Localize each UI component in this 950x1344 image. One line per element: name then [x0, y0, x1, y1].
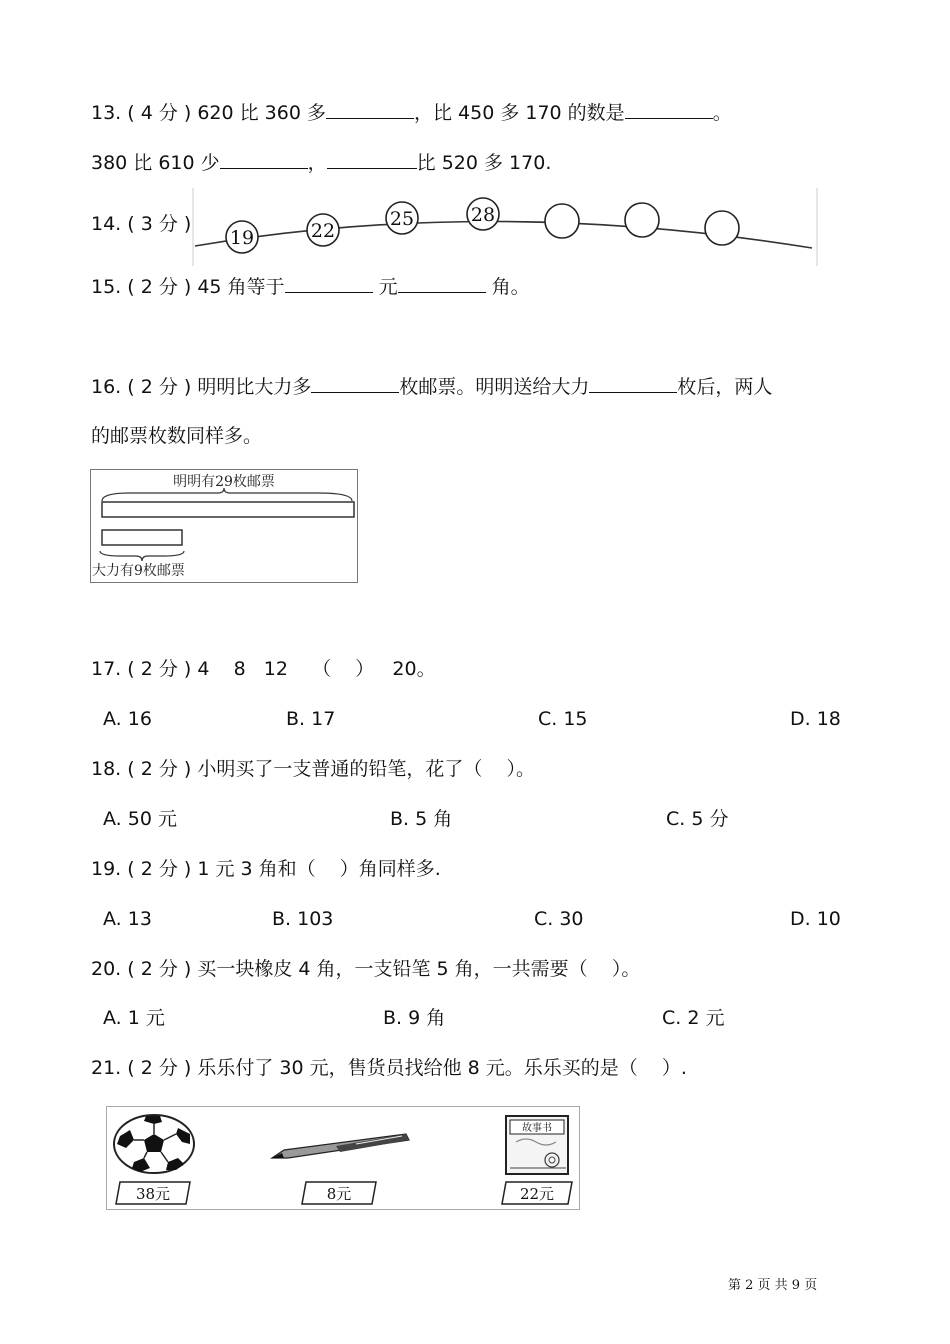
q13-mid: ，比 450 多 170 的数是 [413, 102, 625, 124]
q20-stem: 20. ( 2 分 ) 买一块橡皮 4 角，一支铅笔 5 角，一共需要（ ）。 [91, 958, 641, 980]
q16-end: 枚后，两人 [677, 376, 773, 398]
q19-option-a[interactable]: A. 13 [103, 908, 152, 930]
q21-stem: 21. ( 2 分 ) 乐乐付了 30 元，售货员找给他 8 元。乐乐买的是（ ）. [91, 1057, 687, 1079]
page-footer: 第 2 页 共 9 页 [728, 1278, 818, 1293]
soccer-ball-icon [114, 1115, 194, 1173]
q16-blank-1[interactable] [311, 374, 399, 393]
q15-blank-1[interactable] [285, 274, 373, 293]
products-figure [106, 1106, 580, 1210]
price-tag-ball [116, 1182, 190, 1204]
ball-price: 38元 [135, 1185, 171, 1203]
q13-line2-a: 380 比 610 少 [91, 152, 220, 174]
q15-end: 角。 [485, 276, 530, 298]
q20-option-b[interactable]: B. 9 角 [383, 1007, 446, 1029]
mingming-bar [102, 502, 354, 517]
sequence-number-label: 22 [310, 220, 336, 242]
q17-stem: 17. ( 2 分 ) 4 8 12 （ ） 20。 [91, 658, 436, 680]
q18-option-a[interactable]: A. 50 元 [103, 808, 177, 830]
sequence-number-circle [467, 198, 499, 230]
storybook-icon [506, 1116, 568, 1174]
q16-prefix: 16. ( 2 分 ) 明明比大力多 [91, 376, 312, 398]
question-14 [91, 212, 191, 236]
q18-stem: 18. ( 2 分 ) 小明买了一支普通的铅笔，花了（ ）。 [91, 758, 535, 780]
mingming-label: 明明有29枚邮票 [173, 474, 275, 490]
dali-bar [102, 530, 182, 545]
q16-blank-2[interactable] [589, 374, 677, 393]
sequence-blank-circle[interactable] [625, 203, 659, 237]
q16-mid: 枚邮票。明明送给大力 [399, 376, 590, 398]
question-19 [91, 857, 441, 881]
q14-prefix: 14. ( 3 分 ) [91, 213, 192, 235]
storybook-title: 故事书 [522, 1123, 552, 1134]
stamp-bar-diagram [90, 469, 358, 583]
q17-option-c[interactable]: C. 15 [538, 708, 588, 730]
q13-blank-1[interactable] [326, 100, 414, 119]
sequence-number-label: 28 [470, 204, 496, 226]
q13-blank-3[interactable] [220, 150, 308, 169]
question-13-line2 [91, 150, 551, 175]
q19-option-b[interactable]: B. 103 [272, 908, 334, 930]
q15-prefix: 15. ( 2 分 ) 45 角等于 [91, 276, 285, 298]
q17-option-d[interactable]: D. 18 [790, 708, 841, 730]
book-price: 22元 [519, 1185, 555, 1203]
q20-option-a[interactable]: A. 1 元 [103, 1007, 165, 1029]
sequence-blank-circle[interactable] [545, 204, 579, 238]
q13-blank-2[interactable] [625, 100, 713, 119]
q18-option-c[interactable]: C. 5 分 [666, 808, 729, 830]
q13-blank-4[interactable] [327, 150, 417, 169]
question-20 [91, 957, 640, 981]
sequence-number-label: 19 [229, 227, 255, 249]
q20-option-c[interactable]: C. 2 元 [662, 1007, 725, 1029]
q19-stem: 19. ( 2 分 ) 1 元 3 角和（ ）角同样多. [91, 858, 441, 880]
q13-prefix: 13. ( 4 分 ) 620 比 360 多 [91, 102, 326, 124]
question-13 [91, 100, 732, 125]
sequence-number-label: 25 [389, 208, 415, 230]
q16-line2: 的邮票枚数同样多。 [91, 425, 263, 447]
sequence-number-circle [307, 214, 339, 246]
q19-option-c[interactable]: C. 30 [534, 908, 584, 930]
q17-option-b[interactable]: B. 17 [286, 708, 336, 730]
price-tag-book [502, 1182, 572, 1204]
q13-end: 。 [712, 102, 732, 124]
question-21 [91, 1056, 687, 1080]
price-tag-pen [302, 1182, 376, 1204]
sequence-number-circle [226, 221, 258, 253]
sequence-number-circle [386, 202, 418, 234]
question-15 [91, 274, 530, 299]
question-16 [91, 374, 772, 399]
q13-line2-b: ， [307, 152, 327, 174]
question-17 [91, 657, 436, 681]
q13-line2-c: 比 520 多 170. [416, 152, 552, 174]
sequence-blank-circle[interactable] [705, 211, 739, 245]
question-18 [91, 757, 535, 781]
pen-price: 8元 [326, 1185, 352, 1203]
q15-blank-2[interactable] [398, 274, 486, 293]
number-sequence-figure [190, 188, 820, 266]
q17-option-a[interactable]: A. 16 [103, 708, 152, 730]
dali-label: 大力有9枚邮票 [92, 563, 185, 579]
q15-mid: 元 [372, 276, 398, 298]
question-16-line2 [91, 424, 262, 448]
q18-option-b[interactable]: B. 5 角 [390, 808, 453, 830]
q19-option-d[interactable]: D. 10 [790, 908, 841, 930]
